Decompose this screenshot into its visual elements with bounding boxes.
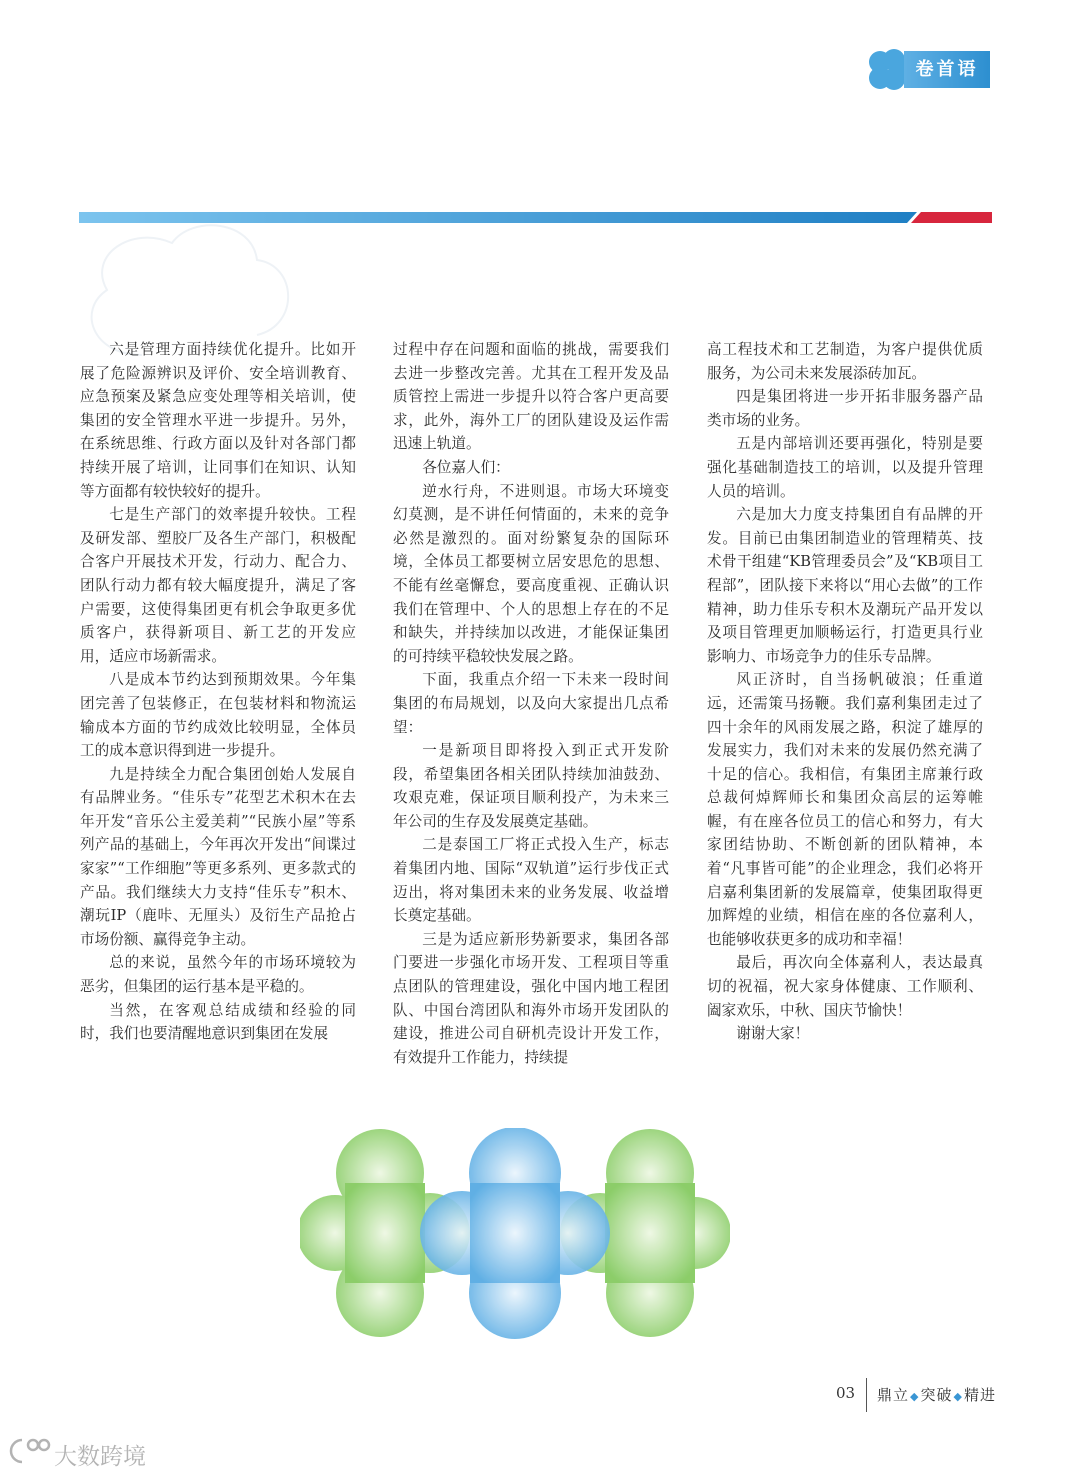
paragraph: 四是集团将进一步开拓非服务器产品类市场的业务。 bbox=[707, 388, 983, 429]
diamond-icon: ◆ bbox=[910, 1390, 920, 1403]
article-column-1 bbox=[80, 338, 356, 1046]
paragraph: 风正济时，自当扬帆破浪；任重道远，还需策马扬鞭。我们嘉利集团走过了四十余年的风雨发展之路，积淀了雄厚的发展实力，我们对未来的发展仍然充满了十足的信心。我相信，有集团主席兼行政总裁何焯辉师长和集团众高层的运筹帷幄，有在座各位员工的信心和努力，有大家团结协助、不断创新的团队精神，本着“凡事皆可能”的企业理念，我们必将开启嘉利集团新的发展篇章，使集团取得更加辉煌的业绩，相信在座的各位嘉利人，也能够收获更多的成功和幸福！ bbox=[707, 671, 983, 948]
blue-cloud-center bbox=[420, 1128, 610, 1339]
paragraph: 三是为适应新形势新要求，集团各部门要进一步强化市场开发、工程项目等重点团队的管理建设，强化中国内地工程团队、中国台湾团队和海外市场开发团队的建设，推进公司自研机壳设计开发工作，有效提升工作能力，持续提 bbox=[393, 930, 669, 1066]
paragraph: 当然，在客观总结成绩和经验的同时，我们也要清醒地意识到集团在发展 bbox=[80, 1001, 356, 1043]
decorative-clouds bbox=[300, 1128, 730, 1343]
paragraph: 一是新项目即将投入到正式开发阶段，希望集团各相关团队持续加油鼓劲、攻艰克难，保证项目顺利投产，为未来三年公司的生存及发展奠定基础。 bbox=[393, 742, 669, 830]
article-column-2 bbox=[393, 338, 669, 1069]
paragraph: 八是成本节约达到预期效果。今年集团完善了包装修正，在包装材料和物流运输成本方面的节约成效比较明显，全体员工的成本意识得到进一步提升。 bbox=[80, 671, 356, 760]
paragraph: 二是泰国工厂将正式投入生产，标志着集团内地、国际“双轨道”运行步伐正式迈出，将对集团未来的业务发展、收益增长奠定基础。 bbox=[393, 836, 669, 925]
paragraph: 六是管理方面持续优化提升。比如开展了危险源辨识及评价、安全培训教育、应急预案及紧急应变处理等相关培训，使集团的安全管理水平进一步提升。另外，在系统思维、行政方面以及针对各部门都持续开展了培训，让同事们在知识、认知等方面都有较快较好的提升。 bbox=[80, 341, 356, 500]
paragraph: 七是生产部门的效率提升较快。工程及研发部、塑胶厂及各生产部门，积极配合客户开展技术开发，行动力、配合力、团队行动力都有较大幅度提升，满足了客户需要，这使得集团更有机会争取更多优质客户，获得新项目、新工艺的开发应用，适应市场新需求。 bbox=[80, 506, 356, 665]
watermark-text: 大数跨境 bbox=[54, 1444, 146, 1470]
paragraph: 五是内部培训还要再强化，特别是要强化基础制造技工的培训，以及提升管理人员的培训。 bbox=[707, 435, 983, 500]
paragraph-continued: 过程中存在问题和面临的挑战，需要我们去进一步整改完善。尤其在工程开发及品质管控上需进一步提升以符合客户更高要求，此外，海外工厂的团队建设及运作需迅速上轨道。 bbox=[393, 341, 669, 453]
slogan-word: 突破 bbox=[920, 1386, 953, 1404]
paragraph: 谢谢大家！ bbox=[736, 1025, 810, 1043]
section-tab-label: 卷首语 bbox=[915, 59, 979, 80]
watermark-logo-icon bbox=[8, 1434, 52, 1468]
paragraph: 各位嘉人们： bbox=[422, 458, 510, 476]
paragraph: 下面，我重点介绍一下未来一段时间集团的布局规划，以及向大家提出几点希望： bbox=[393, 671, 669, 736]
diamond-icon: ◆ bbox=[953, 1390, 963, 1403]
section-tab bbox=[864, 48, 990, 92]
article-column-3 bbox=[707, 338, 983, 1046]
footer-divider bbox=[866, 1378, 867, 1412]
paragraph: 六是加大力度支持集团自有品牌的开发。目前已由集团制造业的管理精英、技术骨干组建“KB管理委员会”及“KB项目工程部”，团队接下来将以“用心去做”的工作精神，助力佳乐专积木及潮玩产品开发以及项目管理更加顺畅运行，打造更具行业影响力、市场竞争力的佳乐专品牌。 bbox=[707, 506, 983, 665]
page-number: 03 bbox=[836, 1384, 856, 1402]
paragraph: 总的来说，虽然今年的市场环境较为恶劣，但集团的运行基本是平稳的。 bbox=[80, 954, 356, 996]
slogan-word: 鼎立 bbox=[877, 1386, 910, 1404]
paragraph: 九是持续全力配合集团创始人发展自有品牌业务。“佳乐专”花型艺术积木在去年开发“音乐公主爱美莉”“民族小屋”等系列产品的基础上，今年再次开发出“间谍过家家”“工作细胞”等更多系列、更多款式的产品。我们继续大力支持“佳乐专”积木、潮玩IP（鹿咔、无厘头）及衍生产品抢占市场份额、赢得竞争主动。 bbox=[80, 765, 356, 948]
slogan-word: 精进 bbox=[963, 1386, 996, 1404]
watermark bbox=[8, 1434, 146, 1470]
paragraph: 最后，再次向全体嘉利人，表达最真切的祝福，祝大家身体健康、工作顺利、阖家欢乐，中秋、国庆节愉快！ bbox=[707, 954, 983, 1019]
footer-slogan bbox=[877, 1384, 996, 1405]
paragraph-continued: 高工程技术和工艺制造，为客户提供优质服务，为公司未来发展添砖加瓦。 bbox=[707, 341, 983, 382]
paragraph: 逆水行舟，不进则退。市场大环境变幻莫测，是不讲任何情面的，未来的竞争必然是激烈的。面对纷繁复杂的国际环境，全体员工都要树立居安思危的思想、不能有丝毫懈怠，要高度重视、正确认识我们在管理中、个人的思想上存在的不足和缺失，并持续加以改进，才能保证集团的可持续平稳较快发展之路。 bbox=[393, 482, 669, 665]
